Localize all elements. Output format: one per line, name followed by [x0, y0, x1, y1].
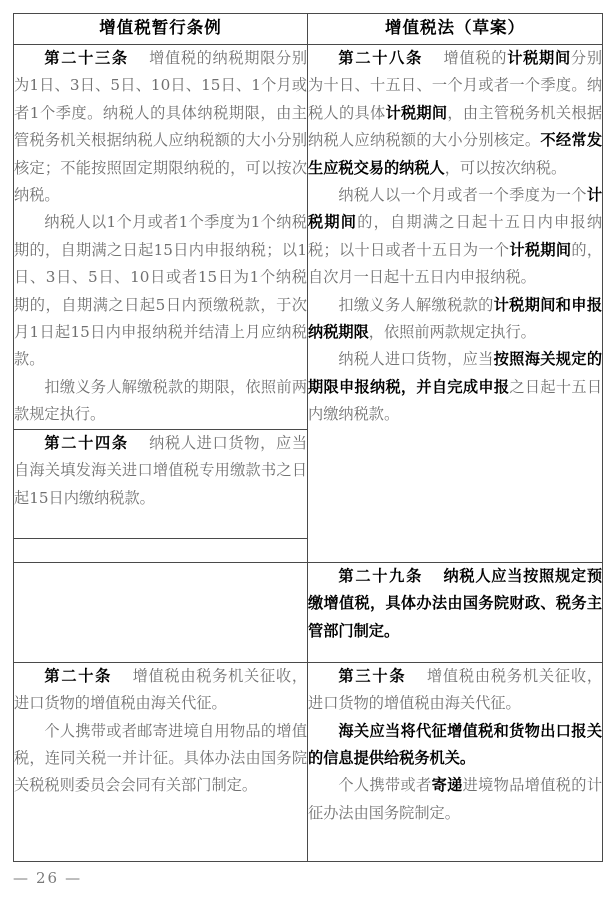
- paragraph: 个人携带或者邮寄进境自用物品的增值税，连同关税一并计征。具体办法由国务院关税税则委员会会同有关部门制定。: [14, 721, 307, 795]
- footer-dash-left: —: [13, 869, 30, 887]
- article-number: 第二十三条: [44, 49, 129, 67]
- page-footer: [13, 869, 602, 887]
- article-text: 增值税由税务机关征收，进口货物的增值税由海关代征。: [14, 666, 308, 713]
- plain-text: ，由主管税务机关根据纳税人应纳税额的大小分别核定。: [308, 103, 603, 150]
- emphasised-text: 寄递: [431, 776, 463, 795]
- article-text: 增值税由税务机关征收，进口货物的增值税由海关代征。: [308, 666, 603, 713]
- table-row: [14, 45, 603, 430]
- cell-blank-spacer: [14, 538, 308, 562]
- paragraph: [308, 718, 602, 773]
- cell-article-29: [308, 562, 603, 662]
- plain-text: 的，自次月一日起十五日内申报纳税。: [308, 240, 603, 287]
- comparison-table: [13, 13, 603, 862]
- plain-text: 分别为十日、十五日、一个月或者一个季度。纳税人的具体: [308, 49, 603, 122]
- cell-article-20: [14, 662, 308, 861]
- table-header-row: [14, 14, 603, 45]
- emphasised-text: 按照海关规定的期限申报纳税，并自完成申报: [308, 350, 603, 396]
- emphasised-text: 计税期间: [507, 49, 571, 67]
- plain-text: 纳税人进口货物，应当: [338, 350, 494, 369]
- plain-text: 扣缴义务人解缴税款的: [338, 295, 494, 314]
- article-text: [308, 49, 602, 177]
- paragraph: [308, 346, 602, 428]
- paragraph: [14, 430, 307, 512]
- article-number: 第二十四条: [44, 433, 129, 452]
- table-row: [14, 562, 603, 662]
- article-number: 第二十八条: [338, 49, 424, 67]
- plain-text: 之日起十五日内缴纳税款。: [308, 377, 603, 424]
- plain-text: 个人携带或者: [338, 776, 432, 795]
- emphasised-text: 计税期间: [385, 103, 448, 122]
- cell-article-30: [308, 662, 603, 861]
- plain-text: 增值税的: [442, 49, 508, 67]
- emphasised-text: 计税期间: [308, 186, 602, 232]
- table-row: [14, 662, 603, 861]
- paragraph: [308, 772, 602, 827]
- article-number: 第三十条: [338, 666, 407, 685]
- paragraph: 扣缴义务人解缴税款的期限，依照前两款规定执行。: [14, 377, 307, 424]
- article-text: 纳税人应当按照规定预缴增值税，具体办法由国务院财政、税务主管部门制定。: [308, 566, 603, 640]
- cell-blank: [14, 562, 308, 662]
- cell-article-23: [14, 45, 308, 430]
- emphasised-text: 计税期间: [509, 240, 572, 259]
- paragraph: [308, 182, 602, 292]
- cell-article-28: [308, 45, 603, 563]
- emphasised-text: 海关应当将代征增值税和货物出口报关的信息提供给税务机关。: [308, 721, 602, 767]
- article-number: 第二十九条: [338, 566, 424, 585]
- plain-text: 纳税人以一个月或者一个季度为一个: [338, 186, 587, 205]
- article-text: 纳税人进口货物，应当自海关填发海关进口增值税专用缴款书之日起15日内缴纳税款。: [14, 433, 308, 507]
- paragraph: [308, 563, 602, 645]
- paragraph: [308, 45, 602, 182]
- paragraph: 纳税人以1个月或者1个季度为1个纳税期的，自期满之日起15日内申报纳税；以1日、3日、5日、10日或者15日为1个纳税期的，自期满之日起5日内预缴税款，于次月1日起15日内申报纳税并结清上月应纳税款。: [14, 213, 307, 369]
- plain-text: ，可以按次纳税。: [444, 158, 567, 177]
- emphasised-text: 计税期间和申报纳税期限: [308, 295, 603, 342]
- column-header-draft-law: 增值税法（草案）: [308, 14, 603, 45]
- emphasised-text: 不经常发生应税交易的纳税人: [308, 131, 603, 177]
- paragraph: [14, 663, 307, 718]
- plain-text: 的，自期满之日起十五日内申报纳税；以十日或者十五日为一个: [308, 213, 603, 259]
- paragraph: [308, 663, 602, 718]
- paragraph: [308, 292, 602, 347]
- article-text: 增值税的纳税期限分别为1日、3日、5日、10日、15日、1个月或者1个季度。纳税人的具体纳税期限，由主管税务机关根据纳税人应纳税额的大小分别核定；不能按照固定期限纳税的，可以按次纳税。: [14, 49, 308, 205]
- paragraph: [14, 45, 307, 209]
- article-number: 第二十条: [44, 666, 113, 685]
- plain-text: 进境物品增值税的计征办法由国务院制定。: [308, 776, 603, 822]
- cell-article-24: [14, 429, 308, 538]
- footer-dash-right: —: [65, 869, 83, 887]
- page-number: 26: [36, 869, 60, 887]
- column-header-regulations: 增值税暂行条例: [14, 14, 308, 45]
- plain-text: ，依照前两款规定执行。: [368, 323, 536, 342]
